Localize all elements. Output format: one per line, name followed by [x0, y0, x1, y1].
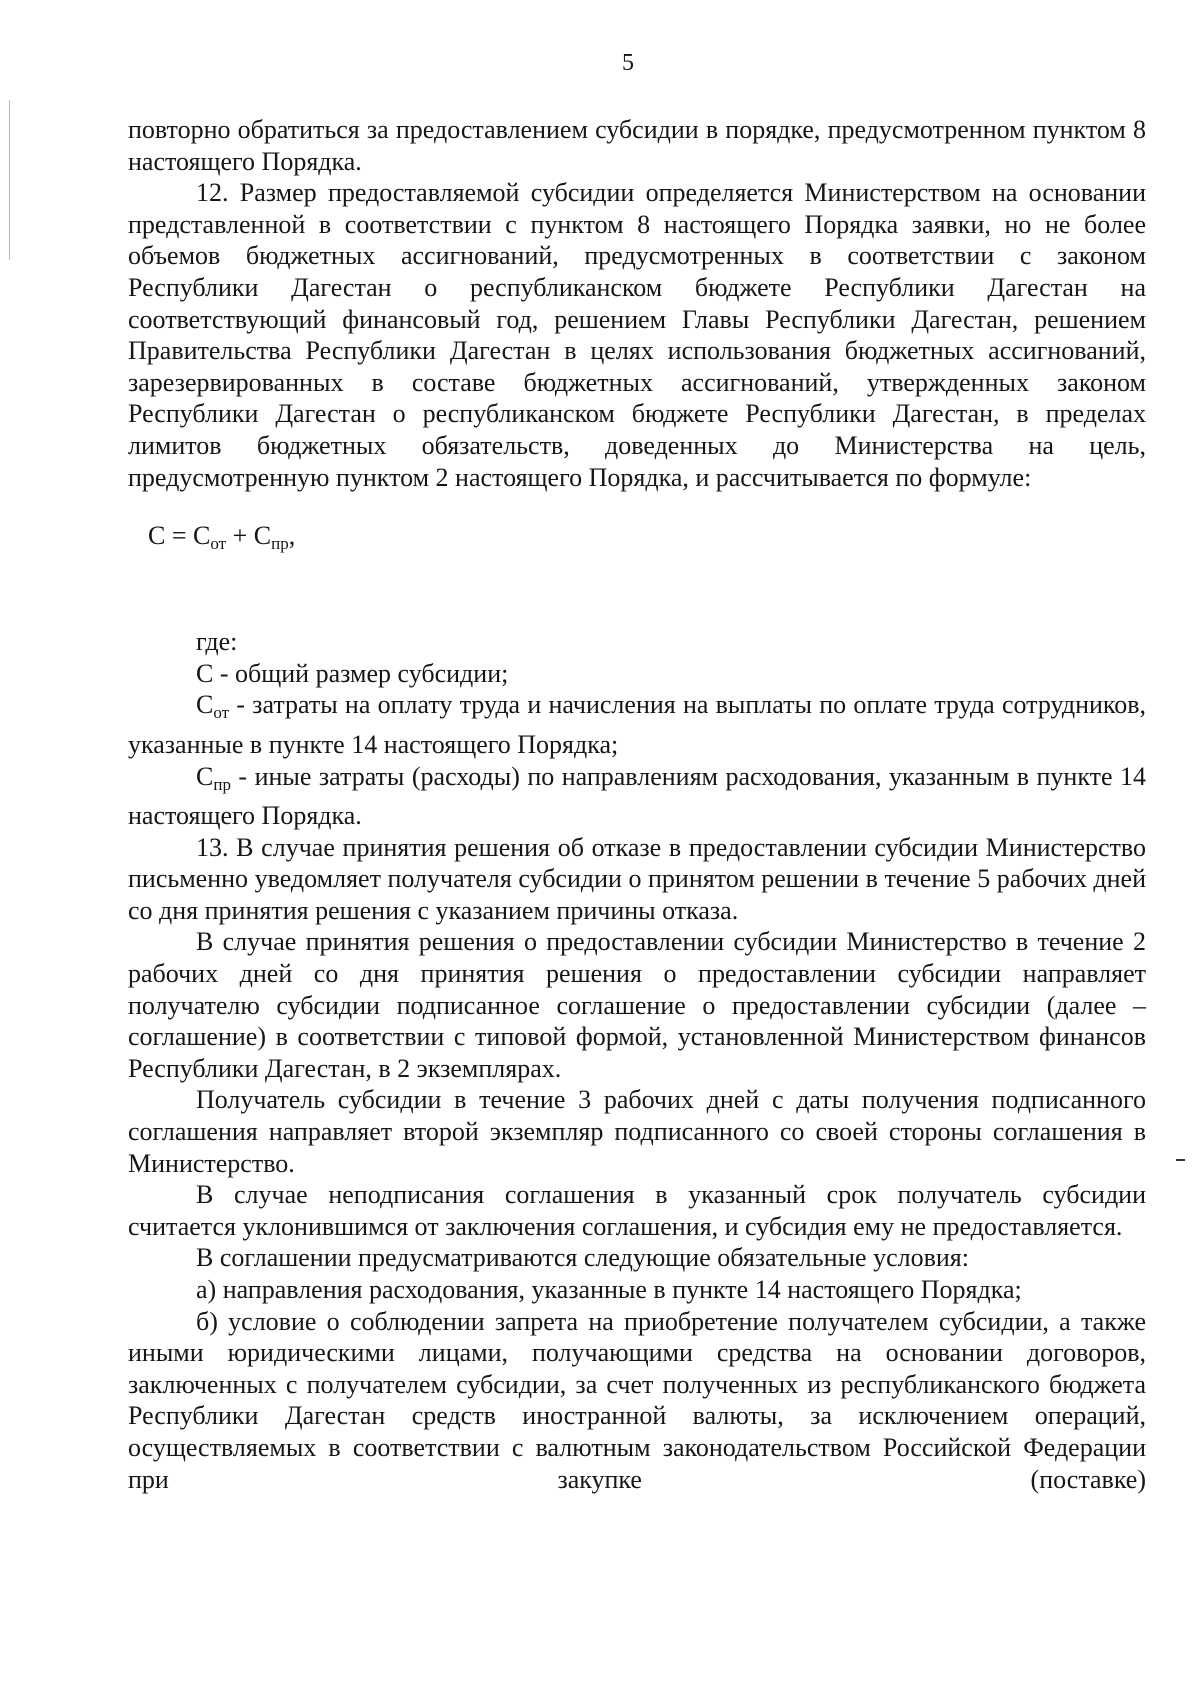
formula-lhs: С = С [148, 521, 211, 551]
document-body [128, 114, 1146, 1495]
formula-subscript-pr: пр [271, 534, 289, 554]
where-label: где: [196, 627, 238, 657]
condition-b: б) условие о соблюдении запрета на приобретение получателем субсидии, а также иными юридическими лицами, получающими средства на основании договоров, заключенных с получателем субсидии, за счет полученных из республиканского бюджета Республики Дагестан средств иностранной валюты, за исключением операций, осуществляемых в соответствии с валютным законодательством Российской Федерации при закупке (поставке) [128, 1306, 1146, 1494]
scan-dash-mark [1176, 1159, 1185, 1161]
definition-c-ot [128, 689, 1146, 760]
definition-c-ot-text: - затраты на оплату труда и начисления на выплаты по оплате труда сотрудников, указанные в пункте 14 настоящего Порядка; [128, 690, 1146, 759]
paragraph-recipient-signing: Получатель субсидии в течение 3 рабочих дней с даты получения подписанного соглашения направляет второй экземпляр подписанного со своей стороны соглашения в Министерство. [128, 1085, 1146, 1178]
paragraph-decision-granted: В случае принятия решения о предоставлении субсидии Министерство в течение 2 рабочих дней со дня принятия решения о предоставлении субсидии направляет получателю субсидии подписанное соглашение о предоставлении субсидии (далее – соглашение) в соответствии с типовой формой, установленной Министерством финансов Республики Дагестан, в 2 экземплярах. [128, 927, 1146, 1083]
formula-end: , [288, 521, 296, 551]
subscript-ot: от [213, 703, 230, 723]
page-number: 5 [622, 50, 634, 76]
scan-margin-line [9, 100, 10, 260]
formula-subscript-ot: от [210, 534, 227, 554]
definition-c-pr [128, 761, 1146, 832]
paragraph-13: 13. В случае принятия решения об отказе в предоставлении субсидии Министерство письменно уведомляет получателя субсидии о принятом решении в течение 5 рабочих дней со дня принятия решения с указанием причины отказа. [128, 832, 1146, 925]
subscript-pr: пр [213, 774, 231, 794]
paragraph-12: 12. Размер предоставляемой субсидии определяется Министерством на основании представленной в соответствии с пунктом 8 настоящего Порядка заявки, но не более объемов бюджетных ассигнований, предусмотренных в соответствии с законом Республики Дагестан о республиканском бюджете Республики Дагестан на соответствующий финансовый год, решением Главы Республики Дагестан, решением Правительства Республики Дагестан в целях использования бюджетных ассигнований, зарезервированных в составе бюджетных ассигнований, утвержденных законом Республики Дагестан о республиканском бюджете Республики Дагестан, в пределах лимитов бюджетных обязательств, доведенных до Министерства на цель, предусмотренную пунктом 2 настоящего Порядка, и рассчитывается по формуле: [128, 178, 1146, 492]
definition-c-pr-text: - иные затраты (расходы) по направлениям расходования, указанным в пункте 14 настоящего Порядка. [128, 761, 1146, 831]
symbol-c: С [196, 761, 214, 791]
subsidy-formula [128, 516, 1146, 564]
paragraph-non-signing: В случае неподписания соглашения в указанный срок получатель субсидии считается уклонившимся от заключения соглашения, и субсидия ему не предоставляется. [128, 1180, 1146, 1241]
spacer [128, 586, 1146, 626]
symbol-c: С [196, 690, 214, 720]
paragraph-conditions-intro: В соглашении предусматриваются следующие обязательные условия: [196, 1243, 969, 1273]
condition-a: а) направления расходования, указанные в пункте 14 настоящего Порядка; [196, 1275, 1022, 1304]
paragraph-continuation: повторно обратиться за предоставлением субсидии в порядке, предусмотренном пунктом 8 настоящего Порядка. [128, 115, 1146, 176]
definition-c: С - общий размер субсидии; [196, 658, 509, 688]
formula-mid: + С [226, 521, 272, 551]
